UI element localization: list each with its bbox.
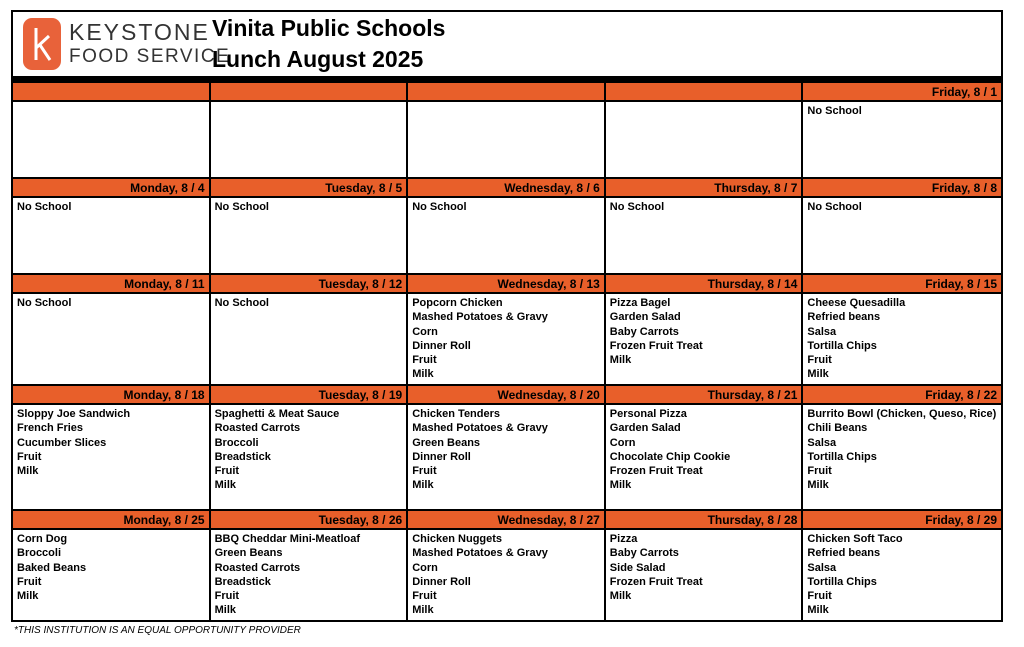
menu-item: Milk [17, 465, 39, 478]
menu-item: Refried beans [807, 547, 881, 560]
menu-item: Milk [609, 590, 632, 603]
day-cell [13, 511, 211, 622]
day-cell [606, 83, 804, 179]
menu-item: Burrito Bowl (Chicken, Queso, Rice) [807, 408, 997, 420]
menu-item: No School [609, 201, 665, 213]
menu-item: Dinner Roll [412, 575, 471, 588]
menu-item: Salsa [807, 561, 837, 574]
menu-item: Fruit [412, 465, 437, 478]
day-cell [408, 179, 606, 275]
menu-item: Milk [609, 354, 632, 367]
menu-items [211, 294, 407, 312]
menu-item: Milk [807, 604, 829, 617]
menu-item: Fruit [807, 465, 832, 478]
menu-item: Milk [412, 604, 434, 617]
day-header: Friday, 8 / 15 [803, 275, 1001, 294]
menu-item: Roasted Carrots [214, 422, 301, 435]
menu-item: Milk [609, 479, 632, 492]
day-header: Tuesday, 8 / 12 [211, 275, 407, 294]
day-cell [606, 511, 804, 622]
day-header: Tuesday, 8 / 5 [211, 179, 407, 198]
menu-item: Milk [412, 368, 434, 381]
menu-item: Frozen Fruit Treat [609, 575, 703, 588]
menu-items [606, 198, 802, 216]
header-divider [13, 76, 1001, 83]
menu-item: Fruit [412, 354, 437, 367]
menu-item: Baked Beans [17, 561, 87, 574]
menu-item: Corn [412, 325, 438, 338]
menu-items [211, 102, 407, 106]
keystone-logo [23, 18, 61, 70]
day-cell [211, 83, 409, 179]
day-header: Wednesday, 8 / 20 [408, 386, 604, 405]
menu-item: Refried beans [807, 311, 881, 324]
menu-item: Milk [807, 479, 829, 492]
day-cell [211, 511, 409, 622]
menu-item: Corn [412, 561, 438, 574]
menu-item: Spaghetti & Meat Sauce [214, 408, 340, 420]
menu-item: Fruit [807, 354, 832, 367]
menu-item: Chili Beans [807, 422, 868, 435]
menu-item: Mashed Potatoes & Gravy [412, 422, 548, 435]
menu-item: Garden Salad [609, 422, 681, 435]
menu-items [408, 405, 604, 495]
menu-item: Chicken Soft Taco [807, 533, 903, 545]
day-cell [211, 179, 409, 275]
menu-item: No School [214, 201, 269, 213]
day-header: Thursday, 8 / 21 [606, 386, 802, 405]
day-header: Monday, 8 / 11 [13, 275, 209, 294]
menu-item: Popcorn Chicken [412, 297, 503, 309]
menu-item: Salsa [807, 325, 837, 338]
menu-items [606, 294, 802, 369]
menu-items [408, 294, 604, 384]
day-cell [211, 386, 409, 511]
menu-items [803, 198, 1001, 216]
menu-items [211, 405, 407, 495]
menu-item: Cucumber Slices [17, 436, 107, 449]
menu-items [803, 530, 1001, 620]
menu-item: Milk [17, 590, 39, 603]
menu-item: Corn [609, 436, 636, 449]
menu-item: Tortilla Chips [807, 450, 877, 463]
day-cell [408, 386, 606, 511]
menu-item: Fruit [17, 575, 42, 588]
menu-items [13, 405, 209, 480]
day-cell [803, 179, 1001, 275]
menu-item: Tortilla Chips [807, 575, 877, 588]
menu-item: Garden Salad [609, 311, 681, 324]
menu-items [13, 198, 209, 216]
day-header [606, 83, 802, 102]
day-header: Friday, 8 / 8 [803, 179, 1001, 198]
day-header: Wednesday, 8 / 6 [408, 179, 604, 198]
day-header: Friday, 8 / 29 [803, 511, 1001, 530]
menu-item: Fruit [214, 590, 240, 603]
menu-items [13, 102, 209, 106]
menu-item: Milk [214, 604, 236, 617]
menu-item: Frozen Fruit Treat [609, 465, 703, 478]
day-cell [211, 275, 409, 386]
menu-item: Fruit [214, 465, 240, 478]
menu-items [13, 530, 209, 605]
menu-item: Milk [214, 479, 236, 492]
menu-item: Chocolate Chip Cookie [609, 450, 731, 463]
day-cell [803, 275, 1001, 386]
menu-item: Baby Carrots [609, 325, 679, 338]
menu-item: Fruit [807, 590, 832, 603]
menu-item: Breadstick [214, 450, 271, 463]
menu-item: Fruit [17, 450, 42, 463]
day-header: Monday, 8 / 25 [13, 511, 209, 530]
menu-item: Chicken Tenders [412, 408, 501, 420]
menu-item: No School [214, 297, 269, 309]
menu-items [803, 102, 1001, 120]
menu-item: Pizza [609, 533, 638, 545]
day-header: Wednesday, 8 / 27 [408, 511, 604, 530]
day-cell [606, 275, 804, 386]
day-header: Friday, 8 / 1 [803, 83, 1001, 102]
day-cell [13, 83, 211, 179]
day-cell [606, 386, 804, 511]
menu-item: Cheese Quesadilla [807, 297, 906, 309]
menu-item: Side Salad [609, 561, 666, 574]
menu-item: Broccoli [17, 547, 62, 560]
menu-frame [11, 10, 1003, 622]
menu-item: Tortilla Chips [807, 339, 877, 352]
brand-subtitle: FOOD SERVICE [69, 46, 231, 67]
day-header: Tuesday, 8 / 26 [211, 511, 407, 530]
menu-items [13, 294, 209, 312]
menu-item: Mashed Potatoes & Gravy [412, 547, 548, 560]
day-cell [13, 275, 211, 386]
day-cell [606, 179, 804, 275]
menu-item: Milk [412, 479, 434, 492]
menu-item: Roasted Carrots [214, 561, 301, 574]
menu-item: BBQ Cheddar Mini-Meatloaf [214, 533, 361, 545]
page-title: Vinita Public Schools [212, 15, 446, 41]
menu-item: Breadstick [214, 575, 271, 588]
menu-item: Dinner Roll [412, 450, 471, 463]
brand-name: KEYSTONE [69, 19, 210, 45]
day-header: Wednesday, 8 / 13 [408, 275, 604, 294]
menu-items [606, 530, 802, 605]
menu-item: Personal Pizza [609, 408, 687, 420]
day-header: Thursday, 8 / 28 [606, 511, 802, 530]
menu-items [408, 102, 604, 106]
day-header: Monday, 8 / 4 [13, 179, 209, 198]
menu-item: No School [807, 105, 862, 117]
day-header [408, 83, 604, 102]
menu-items [211, 198, 407, 216]
menu-items [606, 405, 802, 495]
menu-items [211, 530, 407, 620]
menu-header [13, 12, 1001, 76]
menu-item: Baby Carrots [609, 547, 679, 560]
day-cell [803, 386, 1001, 511]
day-header [13, 83, 209, 102]
menu-items [606, 102, 802, 106]
menu-item: Corn Dog [17, 533, 68, 545]
menu-items [408, 530, 604, 620]
menu-item: Broccoli [214, 436, 259, 449]
day-header: Monday, 8 / 18 [13, 386, 209, 405]
page-subtitle: Lunch August 2025 [212, 46, 424, 72]
menu-item: Green Beans [412, 436, 481, 449]
day-header: Thursday, 8 / 14 [606, 275, 802, 294]
menu-items [803, 405, 1001, 495]
menu-item: No School [17, 297, 72, 309]
menu-item: Pizza Bagel [609, 297, 671, 309]
logo-k-icon [23, 18, 61, 70]
day-cell [408, 83, 606, 179]
menu-item: Sloppy Joe Sandwich [17, 408, 131, 420]
menu-item: No School [17, 201, 72, 213]
menu-item: Frozen Fruit Treat [609, 339, 703, 352]
menu-item: Green Beans [214, 547, 283, 560]
day-cell [803, 83, 1001, 179]
day-cell [803, 511, 1001, 622]
day-header [211, 83, 407, 102]
menu-item: Mashed Potatoes & Gravy [412, 311, 548, 324]
menu-item: No School [807, 201, 862, 213]
menu-items [408, 198, 604, 216]
menu-item: No School [412, 201, 467, 213]
day-cell [408, 511, 606, 622]
day-header: Tuesday, 8 / 19 [211, 386, 407, 405]
day-header: Friday, 8 / 22 [803, 386, 1001, 405]
menu-item: Dinner Roll [412, 339, 471, 352]
day-cell [13, 386, 211, 511]
menu-items [803, 294, 1001, 384]
calendar-grid [13, 83, 1001, 622]
day-header: Thursday, 8 / 7 [606, 179, 802, 198]
day-cell [408, 275, 606, 386]
day-cell [13, 179, 211, 275]
menu-item: French Fries [17, 422, 84, 435]
menu-item: Chicken Nuggets [412, 533, 503, 545]
footer-note: *THIS INSTITUTION IS AN EQUAL OPPORTUNITY PROVIDER [14, 625, 301, 636]
menu-item: Fruit [412, 590, 437, 603]
menu-item: Salsa [807, 436, 837, 449]
menu-item: Milk [807, 368, 829, 381]
